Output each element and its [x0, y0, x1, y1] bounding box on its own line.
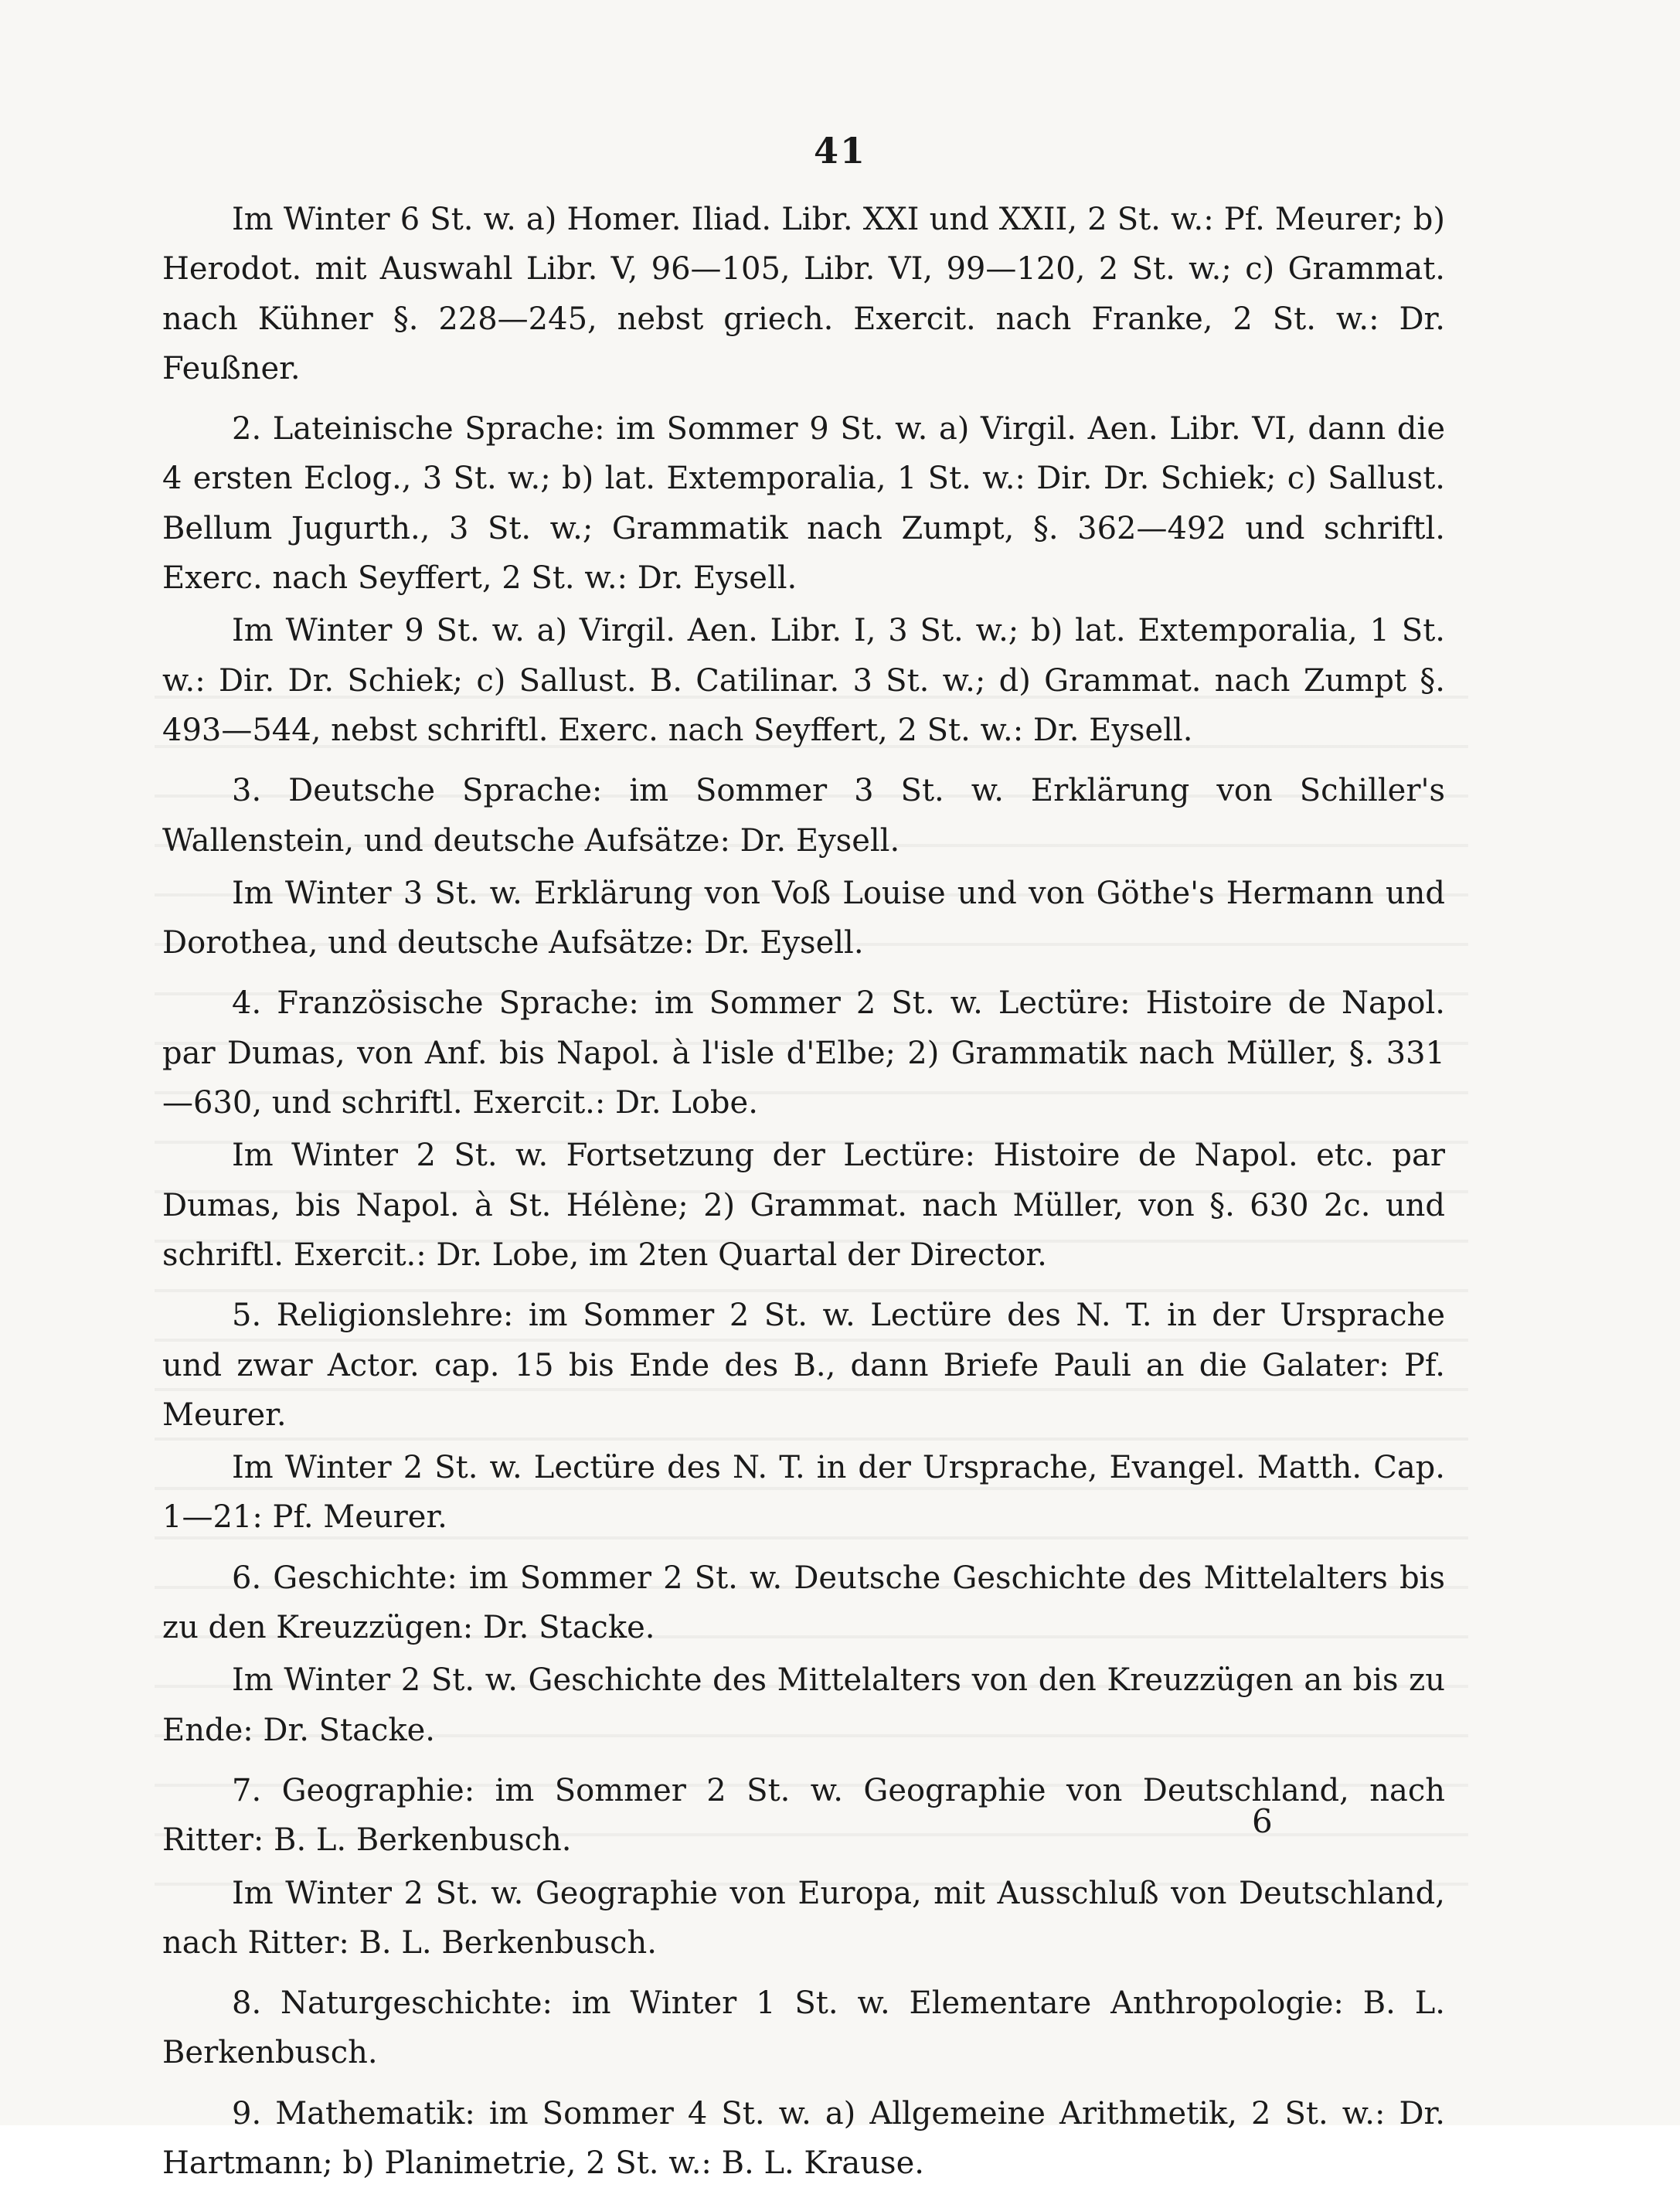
paragraph-latin-winter: Im Winter 9 St. w. a) Virgil. Aen. Libr. I, 3 St. w.; b) lat. Extemporalia, 1 St. w.: Dir. Dr. Schiek; c) Sallust. B. Catilinar. 3 St. w.; d) Grammat. nach Zumpt §. 493—544, nebst schriftl. Exerc. nach Seyffert, 2 St. w.: Dr. Eysell.	[162, 613, 1445, 748]
paragraph-mathematics: 9. Mathematik: im Sommer 4 St. w. a) Allgemeine Arithmetik, 2 St. w.: Dr. Hartmann; b) Planimetrie, 2 St. w.: B. L. Krause.	[162, 2095, 1445, 2181]
sheet-signature: 6	[1252, 1802, 1273, 1840]
page-number: 41	[813, 130, 866, 172]
paragraph-religion-winter: Im Winter 2 St. w. Lectüre des N. T. in der Ursprache, Evangel. Matth. Cap. 1—21: Pf. Meurer.	[162, 1450, 1445, 1536]
paragraph-french-summer: 4. Französische Sprache: im Sommer 2 St. w. Lectüre: Histoire de Napol. par Dumas, von Anf. bis Napol. à l'isle d'Elbe; 2) Grammatik nach Müller, §. 331—630, und schriftl. Exercit.: Dr. Lobe.	[162, 985, 1445, 1121]
paragraph-natural-history: 8. Naturgeschichte: im Winter 1 St. w. Elementare Anthropologie: B. L. Berkenbusch.	[162, 1985, 1445, 2071]
paragraph-latin-summer: 2. Lateinische Sprache: im Sommer 9 St. w. a) Virgil. Aen. Libr. VI, dann die 4 ersten Eclog., 3 St. w.; b) lat. Extemporalia, 1 St. w.: Dir. Dr. Schiek; c) Sallust. Bellum Jugurth., 3 St. w.; Grammatik nach Zumpt, §. 362—492 und schriftl. Exerc. nach Seyffert, 2 St. w.: Dr. Eysell.	[162, 411, 1445, 597]
paragraph-french-winter: Im Winter 2 St. w. Fortsetzung der Lectüre: Histoire de Napol. etc. par Dumas, bis Napol. à St. Hélène; 2) Grammat. nach Müller, von §. 630 2c. und schriftl. Exercit.: Dr. Lobe, im 2ten Quartal der Director.	[162, 1138, 1445, 1273]
paragraph-religion-summer: 5. Religionslehre: im Sommer 2 St. w. Lectüre des N. T. in der Ursprache und zwar Actor. cap. 15 bis Ende des B., dann Briefe Pauli an die Galater: Pf. Meurer.	[162, 1298, 1445, 1433]
paragraph-german-winter: Im Winter 3 St. w. Erklärung von Voß Louise und von Göthe's Hermann und Dorothea, und deutsche Aufsätze: Dr. Eysell.	[162, 875, 1445, 961]
paragraph-geography-winter: Im Winter 2 St. w. Geographie von Europa, mit Ausschluß von Deutschland, nach Ritter: B. L. Berkenbusch.	[162, 1875, 1445, 1961]
paragraph-history-winter: Im Winter 2 St. w. Geschichte des Mittelalters von den Kreuzzügen an bis zu Ende: Dr. Stacke.	[162, 1662, 1445, 1748]
paragraph-german-summer: 3. Deutsche Sprache: im Sommer 3 St. w. Erklärung von Schiller's Wallenstein, und deutsche Aufsätze: Dr. Eysell.	[162, 773, 1445, 859]
document-body	[162, 195, 1445, 2191]
paragraph-greek-winter: Im Winter 6 St. w. a) Homer. Iliad. Libr. XXI und XXII, 2 St. w.: Pf. Meurer; b) Herodot. mit Auswahl Libr. V, 96—105, Libr. VI, 99—120, 2 St. w.; c) Grammat. nach Kühner §. 228—245, nebst griech. Exercit. nach Franke, 2 St. w.: Dr. Feußner.	[162, 202, 1445, 386]
paragraph-history-summer: 6. Geschichte: im Sommer 2 St. w. Deutsche Geschichte des Mittelalters bis zu den Kreuzzügen: Dr. Stacke.	[162, 1560, 1445, 1646]
paragraph-geography-summer: 7. Geographie: im Sommer 2 St. w. Geographie von Deutschland, nach Ritter: B. L. Berkenbusch.	[162, 1772, 1445, 1859]
